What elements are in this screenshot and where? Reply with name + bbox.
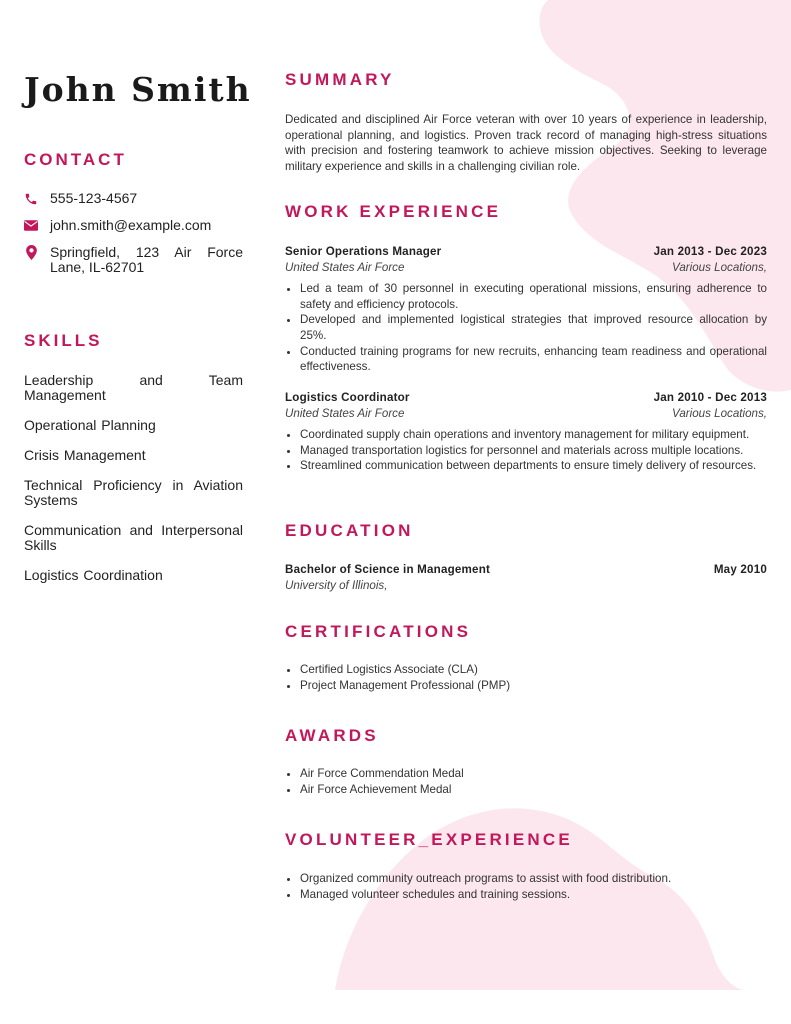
job-bullets <box>285 281 767 375</box>
contact-heading: CONTACT <box>24 150 127 169</box>
graduation-date: May 2010 <box>713 563 767 576</box>
candidate-name: John Smith <box>24 70 252 109</box>
job-title: Senior Operations Manager <box>285 245 442 258</box>
education-entry <box>285 562 767 593</box>
contact-email <box>24 218 243 233</box>
certification-bullets <box>285 662 767 693</box>
phone-icon <box>24 191 38 206</box>
job-entry <box>285 244 767 375</box>
bullet-item: • Led a team of 30 personnel in executing operational missions, ensuring adherence to safety and efficiency protocols. <box>300 281 767 312</box>
volunteer-item: • Organized community outreach programs to assist with food distribution. <box>300 871 767 887</box>
certifications-list <box>285 656 767 693</box>
summary-heading: SUMMARY <box>285 70 395 89</box>
award-bullets <box>285 766 767 797</box>
certification-item: • Project Management Professional (PMP) <box>300 678 767 694</box>
award-item: • Air Force Commendation Medal <box>300 766 767 782</box>
bullet-item: • Developed and implemented logistical strategies that improved resource allocation by 25%. <box>300 312 767 343</box>
award-item: • Air Force Achievement Medal <box>300 782 767 798</box>
volunteer-experience-heading: VOLUNTEER_EXPERIENCE <box>285 830 573 849</box>
job-location: Various Locations, <box>672 406 767 420</box>
contact-phone <box>24 191 243 206</box>
job-organization: United States Air Force <box>285 260 405 274</box>
skills-heading: SKILLS <box>24 331 103 350</box>
education-heading: EDUCATION <box>285 521 414 540</box>
job-organization: United States Air Force <box>285 406 405 420</box>
bullet-item: • Conducted training programs for new recruits, enhancing team readiness and operational effectiveness. <box>300 344 767 375</box>
skill-item: Logistics Coordination <box>24 567 163 583</box>
job-entry <box>285 390 767 474</box>
envelope-icon <box>24 218 38 233</box>
skill-item: Operational Planning <box>24 417 156 433</box>
school-name: University of Illinois, <box>285 578 388 592</box>
contact-address <box>24 245 243 275</box>
job-dates: Jan 2010 - Dec 2013 <box>653 391 767 404</box>
volunteer-bullets <box>285 871 767 902</box>
certifications-heading: CERTIFICATIONS <box>285 622 472 641</box>
job-title: Logistics Coordinator <box>285 391 410 404</box>
degree-title: Bachelor of Science in Management <box>285 563 491 576</box>
skill-item: Leadership and Team Management <box>24 372 243 403</box>
skills-list <box>24 373 243 598</box>
certification-item: • Certified Logistics Associate (CLA) <box>300 662 767 678</box>
bullet-item: • Coordinated supply chain operations and inventory management for military equipment. <box>300 427 767 443</box>
job-location: Various Locations, <box>672 260 767 274</box>
awards-list <box>285 760 767 797</box>
job-dates: Jan 2013 - Dec 2023 <box>653 245 767 258</box>
skill-item: Technical Proficiency in Aviation Systems <box>24 477 243 508</box>
bullet-item: • Managed transportation logistics for personnel and materials across multiple locations. <box>300 443 767 459</box>
bullet-item: • Streamlined communication between departments to ensure timely delivery of resources. <box>300 458 767 474</box>
email-text[interactable]: john.smith@example.com <box>50 217 212 233</box>
address-text: Springfield, 123 Air Force Lane, IL-62701 <box>50 244 243 275</box>
job-bullets <box>285 427 767 474</box>
summary-text: Dedicated and disciplined Air Force veteran with over 10 years of experience in leadership, operational planning, and logistics. Proven track record of managing high-stress situations with precision and fostering teamwork to achieve mission objectives. Seeking to leverage military experience and skills in a challenging civilian role. <box>285 113 767 174</box>
awards-heading: AWARDS <box>285 726 379 745</box>
work-experience-heading: WORK EXPERIENCE <box>285 202 502 221</box>
left-column <box>24 70 252 583</box>
skill-item: Communication and Interpersonal Skills <box>24 522 243 553</box>
skill-item: Crisis Management <box>24 447 146 463</box>
phone-text[interactable]: 555-123-4567 <box>50 190 138 206</box>
location-pin-icon <box>24 245 38 260</box>
volunteer-list <box>285 865 767 902</box>
contact-list <box>24 191 243 287</box>
volunteer-item: • Managed volunteer schedules and training sessions. <box>300 887 767 903</box>
